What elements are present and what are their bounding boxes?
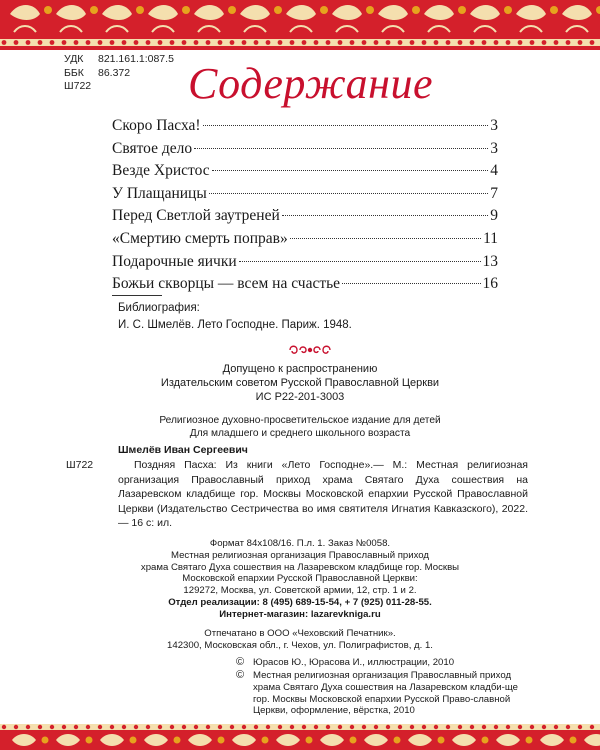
- toc-leader-dots: [239, 261, 481, 262]
- imprint-shop: [0, 609, 600, 621]
- toc-entry: [112, 162, 498, 185]
- border-bead: [62, 40, 67, 45]
- toc-leader-dots: [282, 215, 488, 216]
- decorative-border-bottom: [0, 724, 600, 750]
- border-bead: [410, 40, 415, 45]
- permission-line: Допущено к распространению: [222, 363, 378, 375]
- border-bead: [146, 40, 151, 45]
- edition-description: [0, 414, 600, 440]
- toc-entry-title: Перед Светлой заутреней: [112, 207, 280, 225]
- border-bead: [350, 40, 355, 45]
- toc-entry: [112, 275, 498, 298]
- border-bead: [122, 40, 127, 45]
- toc-leader-dots: [212, 170, 489, 171]
- toc-entry-title: Везде Христос: [112, 162, 210, 180]
- border-bead: [482, 40, 487, 45]
- bibliography-text: И. С. Шмелёв. Лето Господне. Париж. 1948.: [118, 319, 352, 331]
- border-bead: [38, 725, 42, 729]
- border-bead: [338, 725, 342, 729]
- printer-block: [0, 628, 600, 652]
- border-bead: [242, 40, 247, 45]
- catalog-record: [118, 458, 528, 531]
- code-author-mark: [64, 80, 174, 94]
- bibliography: [118, 300, 352, 334]
- imprint-publisher-line: Местная религиозная организация Православный приход: [170, 549, 430, 561]
- border-bead: [554, 725, 558, 729]
- border-bead: [38, 40, 43, 45]
- border-bead: [566, 725, 570, 729]
- border-berry: [274, 6, 282, 14]
- border-bead: [254, 40, 259, 45]
- copyright-text: Местная религиозная организация Православный приход храма Святаго Духа сошествия на Лазаревском кладби-ще гор. Москвы Московской епархии Русской Право-славной Церкви, оформление, вёрстка, 2010: [253, 670, 518, 717]
- toc-entry-title: Скоро Пасха!: [112, 117, 201, 134]
- imprint-publisher-line: храма Святаго Духа сошествия на Лазаревском кладбище гор. Москвы: [140, 561, 460, 573]
- code-value: 86.372: [98, 66, 131, 79]
- toc-entry-title: «Смертию смерть поправ»: [112, 229, 288, 247]
- code-udk: [64, 53, 174, 67]
- border-bead: [14, 725, 18, 729]
- border-berry: [306, 737, 313, 744]
- toc-entry: [112, 230, 498, 253]
- border-bead: [386, 725, 390, 729]
- border-bead: [482, 725, 486, 729]
- printer-line: Отпечатано в ООО «Чеховский Печатник».: [204, 628, 396, 639]
- divider-ornament-icon: [286, 342, 334, 358]
- border-bead: [434, 40, 439, 45]
- border-bead: [530, 40, 535, 45]
- publishing-permission: [0, 362, 600, 404]
- toc-entry-page: 4: [490, 162, 498, 180]
- border-berry: [44, 6, 52, 14]
- toc-entry-title: Божьи скворцы — всем на счастье: [112, 275, 341, 293]
- border-bead: [458, 40, 463, 45]
- border-bead: [326, 40, 331, 45]
- border-bead: [182, 725, 186, 729]
- border-bead: [326, 725, 330, 729]
- border-bead: [122, 725, 126, 729]
- imprint-block: [0, 538, 600, 621]
- toc-entry-page: 7: [490, 184, 498, 202]
- toc-entry: [112, 140, 498, 163]
- border-bead: [302, 40, 307, 45]
- border-berry: [550, 6, 558, 14]
- border-bead: [446, 40, 451, 45]
- imprint-format: Формат 84х108/16. П.л. 1. Заказ №0058.: [209, 538, 391, 549]
- imprint-publisher-line: 129272, Москва, ул. Советской армии, 12, стр. 1 и 2.: [183, 585, 417, 597]
- description-line: Для младшего и среднего школьного возраста: [189, 428, 411, 439]
- border-berry: [228, 6, 236, 14]
- border-bead: [26, 725, 30, 729]
- border-bead: [446, 725, 450, 729]
- border-bead: [590, 725, 594, 729]
- border-bead: [146, 725, 150, 729]
- border-berry: [218, 737, 225, 744]
- code-bbk: [64, 67, 174, 81]
- border-berry: [504, 6, 512, 14]
- border-bead: [194, 725, 198, 729]
- border-bead: [530, 725, 534, 729]
- catalog-author: Шмелёв Иван Сергеевич: [118, 444, 248, 456]
- border-bead: [422, 725, 426, 729]
- copyright-entry: [236, 657, 526, 669]
- border-berry: [182, 6, 190, 14]
- border-bead: [554, 40, 559, 45]
- copyright-icon: ©: [236, 669, 245, 681]
- border-bead: [350, 725, 354, 729]
- border-bead: [362, 40, 367, 45]
- permission-number: ИС Р22-201-3003: [255, 391, 345, 403]
- toc-entry: [112, 253, 498, 276]
- border-bead: [134, 40, 139, 45]
- border-bead: [410, 725, 414, 729]
- ornament-pattern-top: [0, 0, 600, 50]
- border-bead: [578, 40, 583, 45]
- copyright-entry: [236, 670, 526, 717]
- border-bead: [578, 725, 582, 729]
- border-bead: [374, 725, 378, 729]
- toc-entry-page: 11: [483, 229, 498, 247]
- border-bead: [86, 40, 91, 45]
- border-bead: [170, 40, 175, 45]
- border-bead: [98, 40, 103, 45]
- border-berry: [526, 737, 533, 744]
- border-bead: [458, 725, 462, 729]
- border-bead: [506, 725, 510, 729]
- border-berry: [320, 6, 328, 14]
- code-label: ББК: [64, 66, 84, 79]
- border-bead: [206, 725, 210, 729]
- border-bead: [398, 725, 402, 729]
- border-bead: [110, 725, 114, 729]
- catalog-text: Поздняя Пасха: Из книги «Лето Господне».— М.: Местная религиозная организация Православный приход храма Святаго Духа сошествия на Лазаревском кладбище гор. Москвы Московской епархии Русской Православной Церкви (Издательство Сестричества во имя святителя Игнатия Кавказского), 2022.— 16 с: ил.: [118, 459, 528, 529]
- page-title: Содержание: [188, 59, 434, 108]
- border-bead: [74, 40, 79, 45]
- shop-link: Интернет-магазин: lazarevknigа.ru: [219, 608, 381, 620]
- border-bead: [290, 40, 295, 45]
- border-bead: [290, 725, 294, 729]
- toc-entry: [112, 185, 498, 208]
- border-bead: [86, 725, 90, 729]
- code-label: УДК: [64, 53, 84, 65]
- border-bead: [230, 40, 235, 45]
- border-berry: [90, 6, 98, 14]
- border-bead: [518, 40, 523, 45]
- toc-entry-page: 3: [490, 117, 498, 134]
- border-bead: [470, 40, 475, 45]
- border-bead: [470, 725, 474, 729]
- border-berry: [394, 737, 401, 744]
- border-bead: [398, 40, 403, 45]
- border-berry: [458, 6, 466, 14]
- toc-entry: [112, 207, 498, 230]
- border-bead: [422, 40, 427, 45]
- border-bead: [266, 725, 270, 729]
- table-of-contents: [112, 117, 498, 298]
- catalog-code: Ш722: [66, 459, 94, 471]
- border-berry: [438, 737, 445, 744]
- border-bead: [566, 40, 571, 45]
- toc-entry-page: 9: [490, 207, 498, 225]
- border-bead: [50, 40, 55, 45]
- border-bead: [2, 725, 6, 729]
- border-bead: [374, 40, 379, 45]
- toc-entry-title: Подарочные яички: [112, 252, 237, 270]
- border-bead: [542, 725, 546, 729]
- border-bead: [506, 40, 511, 45]
- border-bead: [74, 725, 78, 729]
- code-value: Ш722: [64, 80, 92, 92]
- border-bead: [278, 40, 283, 45]
- imprint-publisher-line: Московской епархии Русской Православной Церкви:: [182, 573, 418, 585]
- border-berry: [42, 737, 49, 744]
- toc-entry: [112, 117, 498, 140]
- border-bead: [434, 725, 438, 729]
- border-bead: [170, 725, 174, 729]
- border-bead: [158, 40, 163, 45]
- border-berry: [136, 6, 144, 14]
- border-berry: [482, 737, 489, 744]
- border-bead: [134, 725, 138, 729]
- border-bead: [278, 725, 282, 729]
- border-bead: [218, 725, 222, 729]
- border-berry: [130, 737, 137, 744]
- border-bead: [26, 40, 31, 45]
- copyright-icon: ©: [236, 656, 245, 668]
- toc-entry-page: 3: [490, 139, 498, 157]
- border-bead: [182, 40, 187, 45]
- border-bead: [50, 725, 54, 729]
- border-berry: [262, 737, 269, 744]
- toc-leader-dots: [203, 125, 489, 126]
- toc-entry-page: 13: [482, 252, 498, 270]
- border-bead: [542, 40, 547, 45]
- border-bead: [206, 40, 211, 45]
- border-berry: [174, 737, 181, 744]
- border-bead: [62, 725, 66, 729]
- border-bead: [494, 725, 498, 729]
- classification-codes: [64, 53, 174, 94]
- border-bead: [590, 40, 595, 45]
- border-berry: [366, 6, 374, 14]
- border-bead: [494, 40, 499, 45]
- ornament-pattern-bottom: [0, 724, 600, 750]
- toc-leader-dots: [342, 283, 480, 284]
- border-bead: [242, 725, 246, 729]
- toc-entry-page: 16: [482, 275, 498, 293]
- border-bead: [362, 725, 366, 729]
- code-value: 821.161.1:087.5: [98, 53, 174, 65]
- border-bead: [266, 40, 271, 45]
- border-bead: [314, 725, 318, 729]
- border-bead: [2, 40, 7, 45]
- border-bead: [218, 40, 223, 45]
- toc-leader-dots: [194, 148, 488, 149]
- sales-contacts: Отдел реализации: 8 (495) 689-15-54, + 7 (925) 011-28-55.: [168, 596, 432, 608]
- border-berry: [350, 737, 357, 744]
- border-bead: [230, 725, 234, 729]
- border-bead: [194, 40, 199, 45]
- description-line: Религиозное духовно-просветительское издание для детей: [159, 415, 441, 426]
- border-bead: [518, 725, 522, 729]
- border-berry: [570, 737, 577, 744]
- permission-line: Издательским советом Русской Православной Церкви: [160, 377, 440, 389]
- decorative-border-top: [0, 0, 600, 50]
- border-bead: [14, 40, 19, 45]
- copyright-text: Юрасов Ю., Юрасова И., иллюстрации, 2010: [253, 657, 455, 668]
- imprint-sales: [0, 597, 600, 609]
- border-bead: [254, 725, 258, 729]
- border-bead: [302, 725, 306, 729]
- divider-line: [112, 295, 162, 296]
- border-bead: [158, 725, 162, 729]
- border-bead: [98, 725, 102, 729]
- border-bead: [110, 40, 115, 45]
- toc-entry-title: У Плащаницы: [112, 184, 207, 202]
- border-berry: [86, 737, 93, 744]
- border-bead: [386, 40, 391, 45]
- border-bead: [314, 40, 319, 45]
- toc-leader-dots: [290, 238, 481, 239]
- bibliography-label: Библиография:: [118, 302, 200, 314]
- border-berry: [412, 6, 420, 14]
- printer-line: 142300, Московская обл., г. Чехов, ул. Полиграфистов, д. 1.: [167, 639, 433, 651]
- border-bead: [338, 40, 343, 45]
- toc-leader-dots: [209, 193, 488, 194]
- toc-entry-title: Святое дело: [112, 139, 193, 157]
